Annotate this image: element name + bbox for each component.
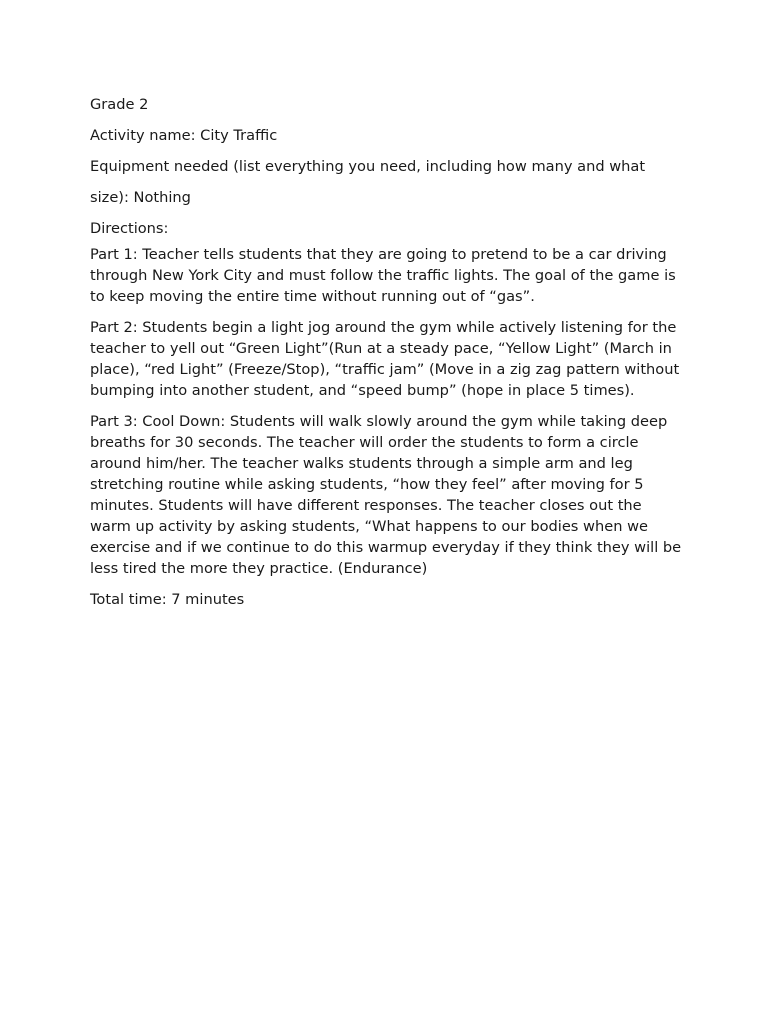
grade-line: Grade 2 xyxy=(90,96,149,113)
part-3-paragraph: Part 3: Cool Down: Students will walk slowly around the gym while taking deep breaths for 30 seconds. The teacher will order the students to form a circle around him/her. The teacher walks students through a simple arm and leg stretching routine while asking students, “how they feel” after moving for 5 minutes. Students will have different responses. The teacher closes out the warm up activity by asking students, “What happens to our bodies when we exercise and if we continue to do this warmup everyday if they think they will be less tired the more they practice. (Endurance) xyxy=(90,413,682,577)
activity-name-line: Activity name: City Traffic xyxy=(90,127,278,144)
part-2-paragraph: Part 2: Students begin a light jog around the gym while actively listening for the teacher to yell out “Green Light”(Run at a steady pace, “Yellow Light” (March in place), “red Light” (Freeze/Stop), “traffic jam” (Move in a zig zag pattern without bumping into another student, and “speed bump” (hope in place 5 times). xyxy=(90,319,680,399)
part-1-paragraph: Part 1: Teacher tells students that they are going to pretend to be a car driving through New York City and must follow the traffic lights. The goal of the game is to keep moving the entire time without running out of “gas”. xyxy=(90,246,676,305)
document-page xyxy=(90,91,682,620)
directions-heading: Directions: xyxy=(90,220,169,237)
equipment-line: Equipment needed (list everything you need, including how many and what size): Nothing xyxy=(90,158,646,206)
total-time-line: Total time: 7 minutes xyxy=(90,591,245,608)
